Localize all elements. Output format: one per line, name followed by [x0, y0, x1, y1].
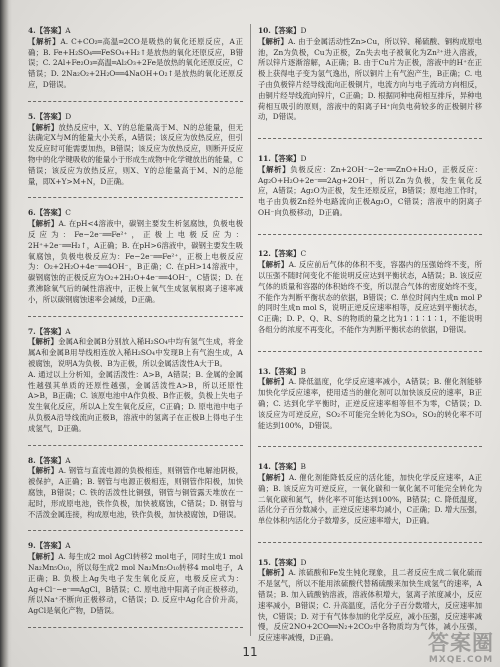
analysis-text: A. 催化剂能降低反应的活化能，加快化学反应速率，A正确；B. 该反应为可逆反应，一氧化碳和一氧化氮不可能完全转化为二氧化碳和氮气，转化率不可能达到100%，B错误；C. 降低温度，活化分子百分数减小，正逆反应速率均减小，C正确；D. 增大压强，单位体积内活化分子数增多，反应速率增大，D正确。	[258, 472, 482, 526]
answer-value: D	[300, 26, 307, 35]
answer-value: A	[65, 455, 71, 465]
question-number: 8.	[28, 455, 36, 465]
analysis-text: 放热反应中，X、Y的总能量高于M、N的总能量，但无法确定X与M的能量大小关系，A错误；该反应为放热反应，但引发反应时可能需要加热，B错误；该反应为放热反应，则断开反应物中的化学键吸收的能量小于形成生成物中化学键放出的能量，C错误；该反应为放热反应，则X、Y的总能量高于M、N的总能量，即X+Y>M+N，D正确。	[28, 122, 243, 186]
analysis-text: 负极反应：Zn+2OH⁻−2e⁻══ZnO+H₂O，正极反应：Ag₂O+H₂O+2e⁻══2Ag+2OH⁻，所以Zn为负极，发生氧化反应，A错误；Ag₂O为正极，发生还原反应，B错误；原电池工作时，电子由负极Zn经外电路流向正极Ag₂O，C错误；溶液中的阴离子OH⁻向负极移动，D正确。	[258, 164, 482, 217]
question-number: 4.	[28, 26, 36, 35]
entry-separator	[258, 336, 482, 367]
analysis-text: A. C+CO₂═高温═2CO是吸热的氧化还原反应，A正确；B. Fe+H₂SO₄══FeSO₄+H₂↑是放热的氧化还原反应，B错误；C. 2Al+Fe₂O₃═高温═Al₂O₃+2Fe是放热的氧化还原反应，C错误；D. 2Na₂O₂+2H₂O══4NaOH+O₂↑是放热的氧化还原反应，D错误。	[28, 36, 243, 89]
dashed-rule	[28, 316, 243, 317]
watermark-domain: MXQE.COM	[428, 655, 494, 665]
answer-tag: 【答案】	[35, 455, 66, 465]
entry-q10	[258, 26, 482, 123]
analysis-tag: 【解析】	[28, 122, 59, 132]
answer-tag: 【答案】	[35, 26, 66, 35]
column-divider	[250, 24, 251, 636]
analysis-tag: 【解析】	[28, 466, 59, 476]
analysis-text: A. 浓硫酸和Fe发生钝化现象，且二者反应生成二氧化硫而不是氢气，所以不能用浓硫酸代替稀硫酸来加快生成氢气的速率，A错误；B. 加入硫酸钠溶液，溶液体积增大，氢离子浓度减小，反应速率减小，B错误；C. 升高温度，活化分子百分数增大，反应速率加快，C错误；D. 对于有气体参加的化学反应，减小压强，反应速率减慢，反应2NO+2CO══N₂+2CO₂中各物质均为气体，减小压强，反应速率减慢，D正确。	[258, 568, 482, 643]
analysis-paragraph	[28, 552, 243, 617]
entry-q4	[28, 26, 243, 91]
dashed-rule	[28, 530, 243, 531]
dashed-rule	[28, 101, 243, 102]
analysis-paragraph	[258, 260, 482, 336]
dashed-rule	[28, 627, 243, 628]
answer-value: A	[65, 26, 71, 35]
entry-separator	[258, 219, 482, 250]
entry-q9	[28, 541, 243, 617]
analysis-paragraph	[28, 219, 243, 305]
question-number: 7.	[28, 326, 36, 336]
page-number: 11	[242, 645, 258, 659]
analysis-text: 金属A和金属B分别放入稀H₂SO₄中均有氢气生成，将金属A和金属B用导线相连放入稀H₂SO₄中发现B上有气泡生成，A被腐蚀，说明A为负极、B为正极，所以金属活泼性A大于B。	[28, 337, 243, 369]
answer-tag: 【答案】	[35, 326, 66, 336]
answer-value: C	[300, 249, 307, 259]
answer-line	[28, 327, 243, 338]
analysis-text: A. 在pH<4溶液中，碳钢主要发生析氢腐蚀，负极电极反应为：Fe−2e⁻══Fe²⁺，正极上电极反应为：2H⁺+2e⁻══H₂↑，A正确；B. 在pH>6溶液中，碳钢主要发生吸氧腐蚀，负极电极反应为：Fe−2e⁻══Fe²⁺，正极上电极反应为：O₂+2H₂O+4e⁻══4OH⁻，B正确；C. 在pH>14溶液中，碳钢腐蚀的正极反应为O₂+2H₂O+4e⁻══4OH⁻，C错误；D. 在煮沸除氧气后的碱性溶液中，正极上氧气生成氢氧根离子速率减小，所以碳钢腐蚀速率会减缓，D正确。	[28, 219, 243, 304]
dashed-rule	[28, 445, 243, 446]
answer-line	[258, 462, 482, 473]
analysis-tag: 【解析】	[258, 164, 291, 174]
answer-line	[28, 112, 243, 123]
dashed-rule	[258, 351, 482, 352]
question-number: 13.	[258, 366, 271, 376]
analysis-paragraph-2: A. 通过以上分析知，金属活泼性：A>B，A错误；B. 金属的金属性越强其单质的还原性越强，金属活泼性A>B，所以还原性A>B，B正确；C. 该原电池中A作负极、B作正极，负极上失电子发生氧化反应，所以A上发生氧化反应，C正确；D. 原电池中电子从负极A沿导线流向正极B，溶液中的氢离子在正极B上得电子生成氢气，D正确。	[28, 369, 243, 433]
entry-separator	[28, 187, 243, 208]
analysis-tag: 【解析】	[258, 260, 289, 270]
answer-tag: 【答案】	[270, 366, 301, 376]
answer-line	[28, 456, 243, 467]
book-binding-edge	[0, 0, 12, 667]
analysis-paragraph	[28, 123, 243, 188]
answer-value: B	[300, 366, 306, 376]
question-number: 14.	[258, 462, 271, 472]
answer-tag: 【答案】	[270, 249, 301, 259]
entry-q12	[258, 249, 482, 335]
analysis-tag: 【解析】	[28, 219, 59, 229]
analysis-tag: 【解析】	[258, 472, 289, 482]
analysis-tag: 【解析】	[28, 337, 59, 347]
answer-value: C	[65, 208, 71, 218]
analysis-paragraph	[258, 377, 482, 431]
analysis-text: A. 降低温度，化学反应速率减小，A错误；B. 催化剂能够加快化学反应速率，使用适当的催化剂可以加快该反应的速率，B正确；C. 达到化学平衡时，正逆反应速率相等但不为零，C错误；D. 该反应为可逆反应，SO₂不可能完全转化为SO₃，SO₂的转化率不可能达到100%，D错误。	[258, 377, 482, 430]
entry-separator	[28, 91, 243, 112]
answer-tag: 【答案】	[35, 208, 66, 218]
right-column	[258, 26, 482, 644]
analysis-paragraph	[258, 165, 482, 219]
entry-separator	[258, 527, 482, 558]
entry-q7	[28, 327, 243, 435]
answer-value: D	[300, 153, 307, 163]
question-number: 12.	[258, 249, 271, 259]
answer-tag: 【答案】	[35, 541, 66, 551]
answer-value: A	[65, 541, 71, 551]
dashed-rule	[258, 138, 482, 139]
answer-line	[28, 208, 243, 219]
analysis-tag: 【解析】	[258, 568, 289, 578]
answer-tag: 【答案】	[270, 153, 301, 163]
answer-value: B	[300, 462, 306, 472]
answer-line	[28, 26, 243, 37]
analysis-paragraph	[28, 37, 243, 91]
analysis-tag: 【解析】	[258, 36, 288, 46]
answer-tag: 【答案】	[270, 26, 301, 35]
dashed-rule	[258, 542, 482, 543]
entry-separator	[28, 435, 243, 456]
entry-separator	[28, 617, 243, 638]
entry-q11	[258, 154, 482, 219]
answer-tag: 【答案】	[270, 462, 301, 472]
entry-q13	[258, 367, 482, 432]
entry-separator	[258, 123, 482, 154]
question-number: 5.	[28, 111, 36, 121]
analysis-text: A. 钢管与直流电源的负极相连，则钢管作电解池阴极，被保护，A正确；B. 钢管与电源正极相连，则钢管作阳极，加快腐蚀，B错误；C. 铁的活泼性比铜强，钢管与铜管露天堆放在一起时，形成原电池，铁作负极，加快被腐蚀，C错误；D. 钢管与不活泼金属连接，构成原电池，铁作负极，加快被腐蚀，D错误。	[28, 466, 243, 519]
answer-line	[28, 541, 243, 552]
watermark-logo-text: 答案圈	[428, 631, 494, 655]
question-number: 9.	[28, 541, 36, 551]
analysis-tag: 【解析】	[28, 552, 59, 562]
dashed-rule	[28, 197, 243, 198]
question-number: 15.	[258, 557, 271, 567]
entry-separator	[28, 520, 243, 541]
answer-value: D	[300, 557, 307, 567]
answer-line	[258, 154, 482, 165]
analysis-paragraph	[258, 37, 482, 123]
analysis-tag: 【解析】	[28, 36, 61, 46]
analysis-paragraph	[28, 466, 243, 520]
answer-value: D	[65, 111, 72, 121]
answer-tag: 【答案】	[35, 111, 66, 121]
analysis-paragraph	[28, 337, 243, 369]
entry-separator	[28, 306, 243, 327]
entry-separator	[258, 431, 482, 462]
site-watermark	[428, 631, 494, 665]
analysis-text: A. 反应前后气体的体积不变，容器内的压强始终不变，所以压强不随时间变化不能说明反应达到平衡状态，A错误；B. 该反应气体的质量和容器的体积始终不变，所以混合气体的密度始终不变，不能作为判断平衡状态的依据，B错误；C. 单位时间内生成n mol P的同时生成n mol S，说明正逆反应速率相等，反应达到平衡状态，C正确；D. P、Q、R、S的物质的量之比为1∶1∶1∶1，不能说明各组分的浓度不再变化，不能作为判断平衡状态的依据，D错误。	[258, 260, 482, 335]
answer-line	[258, 26, 482, 37]
entry-q8	[28, 456, 243, 521]
entry-q6	[28, 208, 243, 305]
dashed-rule	[258, 446, 482, 447]
analysis-text: A. 由于金属活动性Zn>Cu，所以锌、稀硫酸、铜构成原电池，Zn为负极，Cu为正极，Zn失去电子被氧化为Zn²⁺进入溶液，所以锌片逐渐溶解，A正确；B. 由于Cu片为正极，溶液中的H⁺在正极上获得电子变为氢气逸出，所以铜片上有气泡产生，B正确；C. 电子由负极锌片经导线流向正极铜片，电流方向与电子流动方向相反，由铜片经导线流向锌片，C正确；D. 根据同种电荷相互排斥，异种电荷相互吸引的原则，溶液中的阳离子H⁺向负电荷较多的正极铜片移动，D错误。	[258, 36, 482, 122]
answer-line	[258, 367, 482, 378]
answer-tag: 【答案】	[270, 557, 301, 567]
analysis-text: A. 每生成2 mol AgCl转移2 mol电子，同时生成1 mol Na₂Mn₅O₁₀，所以每生成2 mol Na₂Mn₅O₁₀转移4 mol电子，A正确；B. 负极上Ag失电子发生氧化反应，电极反应式为：Ag+Cl⁻−e⁻══AgCl，B错误；C. 原电池中阳离子向正极移动，所以Na⁺不断向正极移动，C错误；D. 反应中Ag化合价升高，AgCl是氧化产物，D错误。	[28, 552, 243, 616]
answer-value: A	[65, 326, 71, 336]
analysis-paragraph	[258, 473, 482, 527]
question-number: 10.	[258, 26, 271, 35]
answer-line	[258, 558, 482, 569]
answer-line	[258, 249, 482, 260]
left-column	[28, 26, 243, 638]
dashed-rule	[258, 234, 482, 235]
question-number: 11.	[258, 153, 271, 163]
entry-q5	[28, 112, 243, 188]
entry-q14	[258, 462, 482, 527]
question-number: 6.	[28, 208, 36, 218]
analysis-tag: 【解析】	[258, 377, 289, 387]
